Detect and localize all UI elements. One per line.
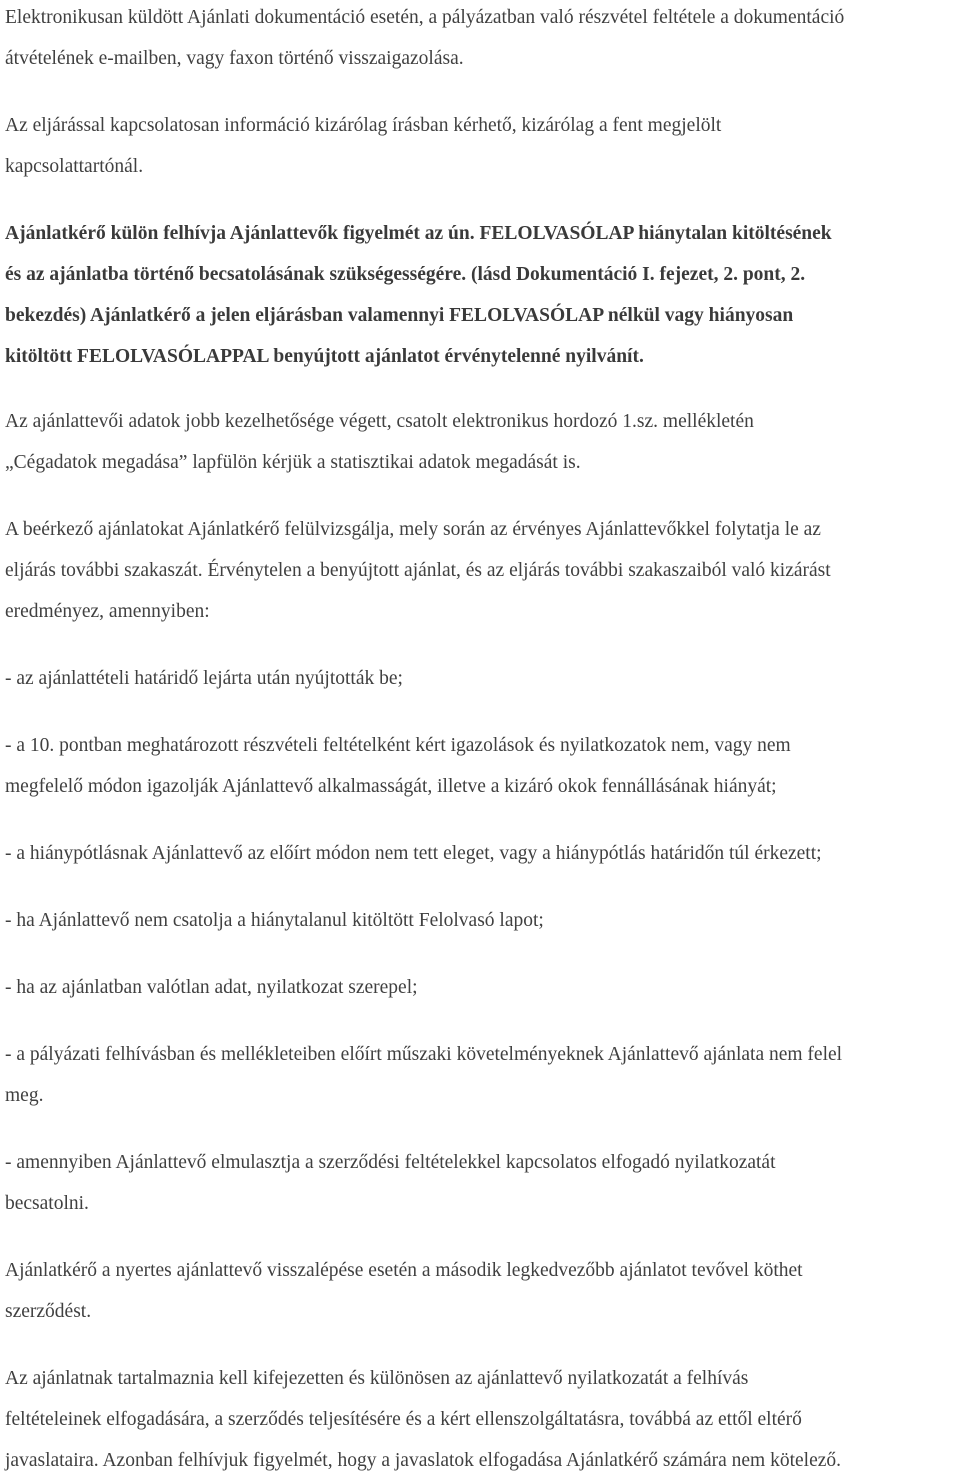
list-item-contract-declaration <box>5 1142 960 1224</box>
paragraph-review-invalidity <box>5 509 960 632</box>
text-line: szerződést. <box>5 1301 92 1322</box>
text-line: kitöltött FELOLVASÓLAPPAL benyújtott ajánlatot érvénytelenné nyilvánít. <box>5 346 644 367</box>
text-line: eljárás további szakaszát. Érvénytelen a benyújtott ajánlat, és az eljárás további szakaszaiból való kizárást <box>5 560 831 581</box>
text-line: - a hiánypótlásnak Ajánlattevő az előírt módon nem tett eleget, vagy a hiánypótlás határidőn túl érkezett; <box>5 843 822 864</box>
list-item-deficiency-remedy <box>5 833 960 874</box>
text-line: - ha Ajánlattevő nem csatolja a hiánytalanul kitöltött Felolvasó lapot; <box>5 910 544 931</box>
text-line: meg. <box>5 1085 44 1106</box>
paragraph-winner-withdrawal <box>5 1250 960 1332</box>
text-line: - a 10. pontban meghatározott részvételi feltételként kért igazolások és nyilatkozatok nem, vagy nem <box>5 735 791 756</box>
paragraph-offer-contents <box>5 1358 960 1481</box>
text-line: Elektronikusan küldött Ajánlati dokumentáció esetén, a pályázatban való részvétel feltétele a dokumentáció <box>5 7 845 28</box>
text-line: bekezdés) Ajánlatkérő a jelen eljárásban valamennyi FELOLVASÓLAP nélkül vagy hiányosan <box>5 305 794 326</box>
text-line: és az ajánlatba történő becsatolásának szükségességére. (lásd Dokumentáció I. fejezet, 2. pont, 2. <box>5 264 806 285</box>
text-line: feltételeinek elfogadására, a szerződés teljesítésére és a kért ellenszolgáltatásra, továbbá az ettől eltérő <box>5 1409 802 1430</box>
text-line: - amennyiben Ajánlattevő elmulasztja a szerződési feltételekkel kapcsolatos elfogadó nyilatkozatát <box>5 1152 776 1173</box>
text-line: Az eljárással kapcsolatosan információ kizárólag írásban kérhető, kizárólag a fent megjelölt <box>5 115 722 136</box>
text-line: becsatolni. <box>5 1193 89 1214</box>
text-line: eredményez, amennyiben: <box>5 601 210 622</box>
document-page <box>5 0 960 1481</box>
text-line: - ha az ajánlatban valótlan adat, nyilatkozat szerepel; <box>5 977 418 998</box>
text-line: Az ajánlattevői adatok jobb kezelhetősége végett, csatolt elektronikus hordozó 1.sz. mellékletén <box>5 411 754 432</box>
list-item-false-data <box>5 967 960 1008</box>
text-line: A beérkező ajánlatokat Ajánlatkérő felülvizsgálja, mely során az érvényes Ajánlattevőkkel folytatja le az <box>5 519 821 540</box>
paragraph-electronic-documentation <box>5 0 960 79</box>
text-line: javaslataira. Azonban felhívjuk figyelmét, hogy a javaslatok elfogadása Ajánlatkérő számára nem kötelező. <box>5 1450 842 1471</box>
text-line: átvételének e-mailben, vagy faxon történő visszaigazolása. <box>5 48 464 69</box>
text-line: Ajánlatkérő a nyertes ajánlattevő visszalépése esetén a második legkedvezőbb ajánlatot tevővel köthet <box>5 1260 803 1281</box>
text-line: Az ajánlatnak tartalmaznia kell kifejezetten és különösen az ajánlattevő nyilatkozatát a felhívás <box>5 1368 749 1389</box>
list-item-technical-requirements <box>5 1034 960 1116</box>
list-item-reading-sheet <box>5 900 960 941</box>
text-line: „Cégadatok megadása” lapfülön kérjük a statisztikai adatok megadását is. <box>5 452 581 473</box>
text-line: megfelelő módon igazolják Ajánlattevő alkalmasságát, illetve a kizáró okok fennállásának hiányát; <box>5 776 777 797</box>
text-line: Ajánlatkérő külön felhívja Ajánlattevők figyelmét az ún. FELOLVASÓLAP hiánytalan kitöltésének <box>5 223 832 244</box>
paragraph-felolvasolap-notice <box>5 213 960 377</box>
text-line: kapcsolattartónál. <box>5 156 144 177</box>
text-line: - a pályázati felhívásban és mellékleteiben előírt műszaki követelményeknek Ajánlattevő ajánlata nem felel <box>5 1044 843 1065</box>
list-item-certificates <box>5 725 960 807</box>
paragraph-information-request <box>5 105 960 187</box>
paragraph-company-data <box>5 401 960 483</box>
text-line: - az ajánlattételi határidő lejárta után nyújtották be; <box>5 668 403 689</box>
list-item-deadline <box>5 658 960 699</box>
